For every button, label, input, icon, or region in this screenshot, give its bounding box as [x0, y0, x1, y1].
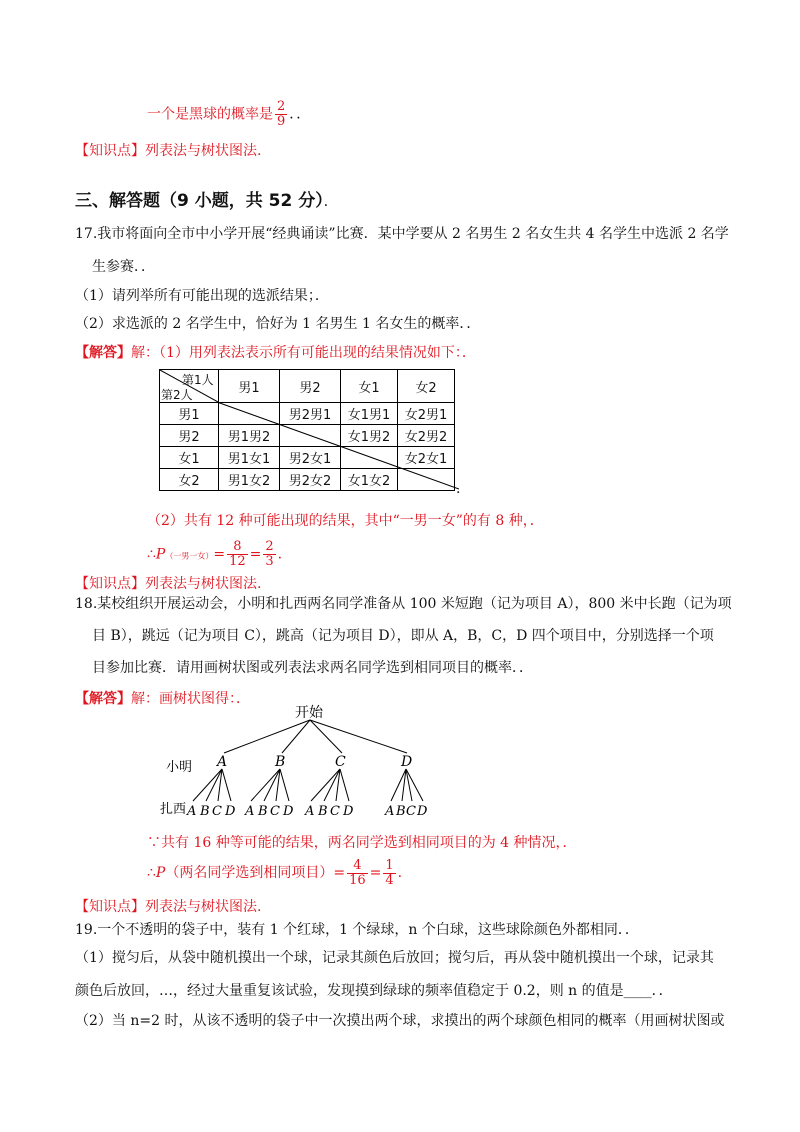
q18-stem-line1: 18.某校组织开展运动会，小明和扎西两名同学准备从 100 米短跑（记为项目 A），800 米中长跑（记为项	[75, 596, 732, 612]
prev-answer-text: 一个是黑球的概率是	[147, 106, 273, 123]
tree-level2-label: 扎西	[160, 802, 187, 817]
tree-leaf: D	[417, 804, 428, 819]
q19-part1-line1: （1）搅匀后，从袋中随机摸出一个球，记录其颜色后放回；搅匀后，再从袋中随机摸出一个球，记录其	[75, 950, 714, 966]
tree-diagram	[140, 703, 450, 825]
section-heading: 三、解答题（9 小题，共 52 分）．	[75, 191, 338, 211]
q17-probability: ∴P（一男一女）= $\frac{8}{12}$ = $\frac{2}{3}$ .	[147, 539, 283, 569]
q18-stem-line3: 目参加比赛．请用画树状图或列表法求两名同学选到相同项目的概率．．	[92, 660, 533, 676]
table-cell: 男1女1	[219, 447, 280, 469]
table-cell: 女2女1	[398, 447, 455, 469]
tree-leaf: A	[245, 804, 255, 819]
tree-leaf: B	[396, 804, 406, 819]
tree-leaf: D	[343, 804, 354, 819]
q17-part1: （1）请列举所有可能出现的选派结果；．	[75, 288, 329, 304]
q19-part1-line2: 颜色后放回，…，经过大量重复该试验，发现摸到绿球的频率值稳定于 0.2，则 n 的值是____．．	[75, 983, 673, 999]
table-cell: 女1男1	[341, 403, 398, 425]
q18-solution: ∵共有 16 种等可能的结果，两名同学选到相同项目的为 4 种情况，．	[147, 835, 577, 851]
knowledge-point: 【知识点】列表法与树状图法.	[75, 576, 262, 592]
table-cell: 女2男1	[398, 403, 455, 425]
answer-tag: 【解答】	[75, 345, 131, 361]
table-cell: 男2女1	[280, 447, 341, 469]
table-cell: 男2男1	[280, 403, 341, 425]
tree-node: A	[217, 754, 228, 770]
table-tail: .	[456, 481, 461, 497]
tree-leaf: D	[225, 804, 236, 819]
knowledge-point: 【知识点】列表法与树状图法.	[75, 143, 262, 159]
table-cell: 女1女2	[341, 469, 398, 491]
tree-leaf: A	[385, 804, 395, 819]
tree-leaf: A	[187, 804, 197, 819]
table-cell: 男1女2	[219, 469, 280, 491]
tree-leaf: A	[305, 804, 315, 819]
tree-leaf: C	[270, 804, 280, 819]
q18-answer-line: 【解答】解：画树状图得：．	[75, 691, 250, 707]
tree-leaf: B	[318, 804, 328, 819]
q19-stem: 19.一个不透明的袋子中，装有 1 个红球，1 个绿球，n 个白球，这些球除颜色外都相同．．	[75, 922, 639, 938]
tree-leaf: C	[406, 804, 416, 819]
tree-node: D	[401, 754, 413, 770]
table-header: 男2	[280, 370, 341, 403]
table-corner-cell: 第1人 第2人	[160, 370, 219, 403]
q17-stem-line1: 17.我市将面向全市中小学开展“经典诵读”比赛．某中学要从 2 名男生 2 名女生共 4 名学生中选派 2 名学	[75, 226, 729, 242]
tree-node: B	[275, 754, 286, 770]
q19-part2: （2）当 n=2 时，从该不透明的袋子中一次摸出两个球，求摸出的两个球颜色相同的概率（用画树状图或	[75, 1013, 725, 1029]
tree-leaf: D	[283, 804, 294, 819]
prev-answer-line: 一个是黑球的概率是 $\frac{2}{9}$ ．．	[147, 99, 311, 129]
q17-stem-line2: 生参赛．．	[92, 259, 155, 275]
q17-answer-line: 【解答】解：（1）用列表法表示所有可能出现的结果情况如下：．	[75, 345, 476, 361]
q17-solution-2: （2）共有 12 种可能出现的结果，其中“一男一女”的有 8 种，．	[147, 513, 544, 529]
answer-tag: 【解答】	[75, 691, 131, 707]
table-cell: 女1	[160, 447, 219, 469]
tree-leaf: C	[330, 804, 340, 819]
table-cell: 男1	[160, 403, 219, 425]
table-cell: 男2	[160, 425, 219, 447]
table-header: 女1	[341, 370, 398, 403]
prev-fraction: $\frac{2}{9}$	[277, 99, 286, 129]
tree-leaf: B	[200, 804, 210, 819]
table-diagonal-overlay	[159, 369, 459, 491]
table-header: 女2	[398, 370, 455, 403]
tree-leaf: C	[212, 804, 222, 819]
tree-leaf: B	[258, 804, 268, 819]
q18-stem-line2: 目 B），跳远（记为项目 C），跳高（记为项目 D），即从 A，B，C，D 四个项目中，分别选择一个项	[92, 628, 714, 644]
table-cell: 女2男2	[398, 425, 455, 447]
table-cell: 男1男2	[219, 425, 280, 447]
q17-part2: （2）求选派的 2 名学生中，恰好为 1 名男生 1 名女生的概率．．	[75, 316, 481, 332]
table-cell: 男2女2	[280, 469, 341, 491]
tree-level1-label: 小明	[166, 760, 193, 775]
knowledge-point: 【知识点】列表法与树状图法.	[75, 899, 262, 915]
table-cell: 女1男2	[341, 425, 398, 447]
table-header: 男1	[219, 370, 280, 403]
table-cell: 女2	[160, 469, 219, 491]
q18-probability: ∴P（两名同学选到相同项目）= $\frac{4}{16}$ = $\frac{1}{4}$ .	[147, 857, 403, 888]
tree-node: C	[335, 754, 346, 770]
tree-root: 开始	[295, 705, 323, 721]
